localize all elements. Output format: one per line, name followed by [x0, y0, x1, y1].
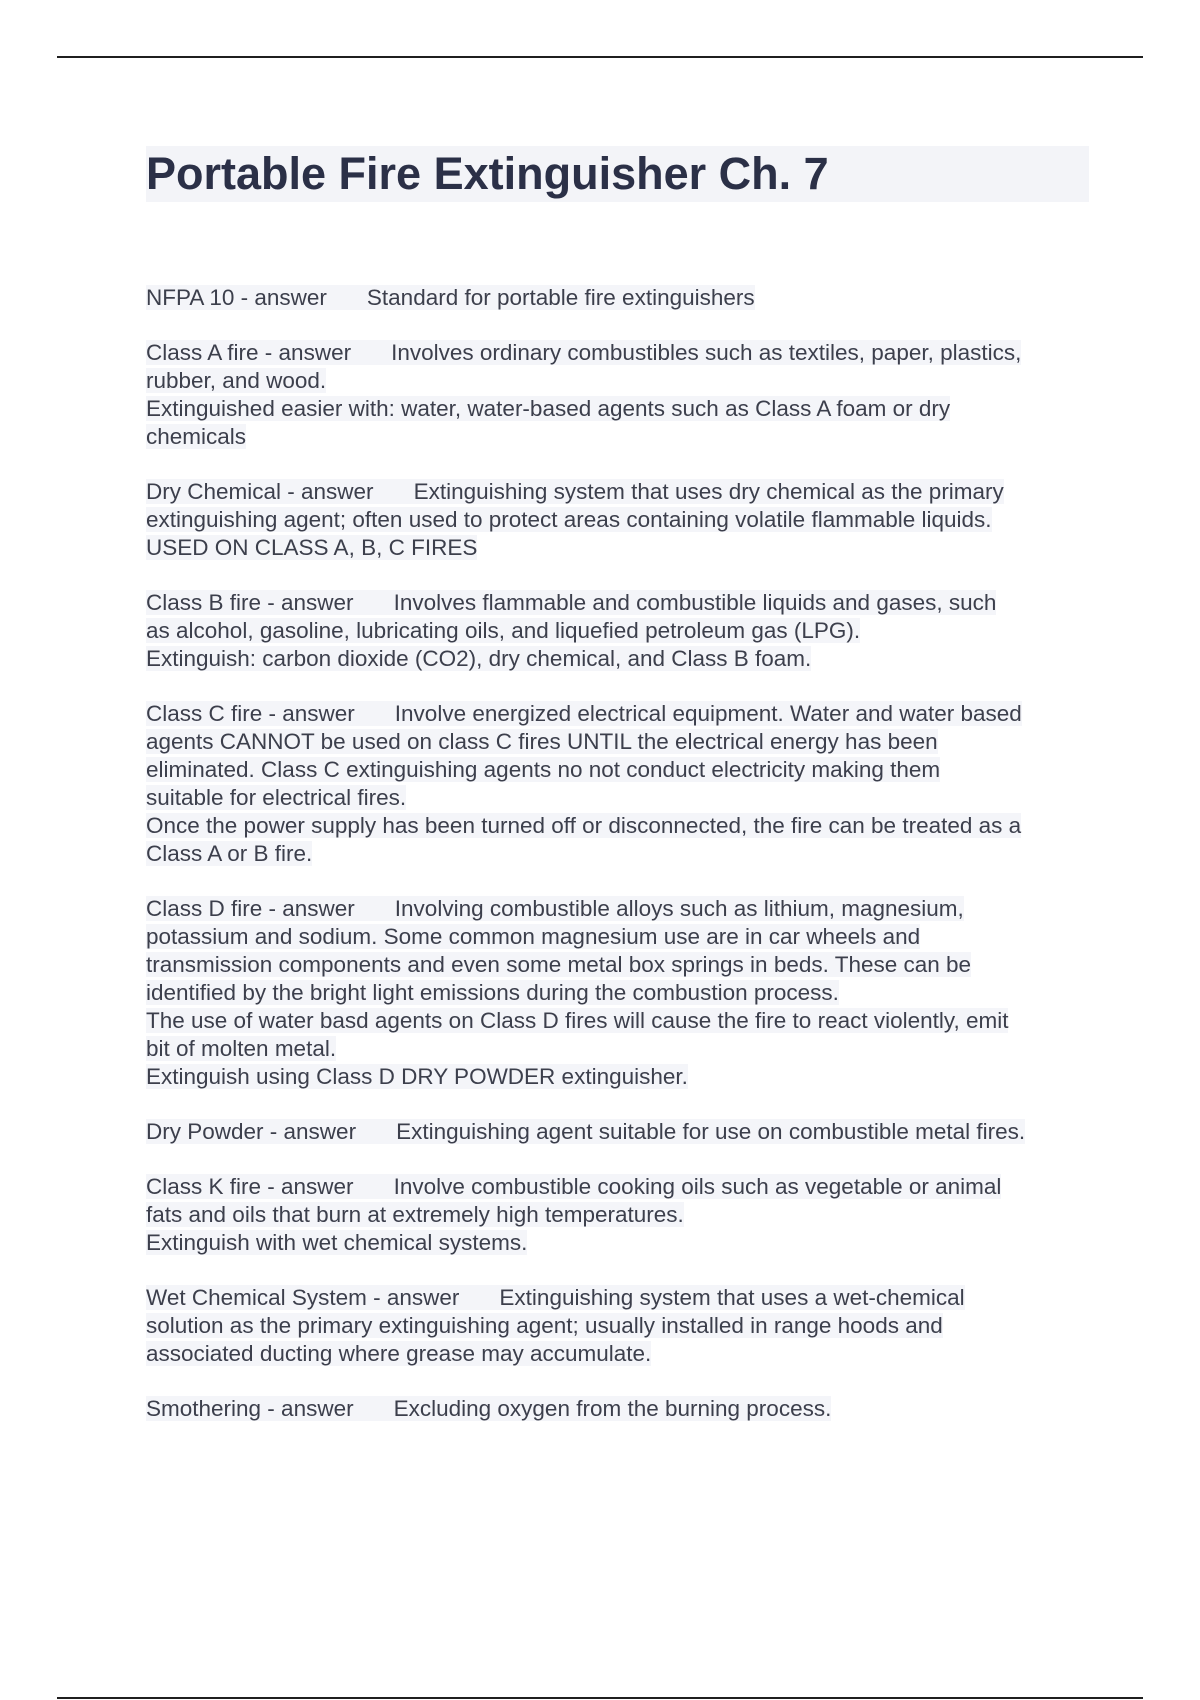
- flashcard: [146, 1173, 1096, 1257]
- flashcard-line-highlight: [146, 1119, 1025, 1144]
- flashcard-line-highlight: [146, 1064, 688, 1089]
- flashcard-line-highlight: [146, 1396, 831, 1421]
- flashcard-definition-continued: agents CANNOT be used on class C fires UNTIL the electrical energy has been: [146, 729, 938, 754]
- page-title: Portable Fire Extinguisher Ch. 7: [146, 148, 829, 199]
- flashcard-term: Dry Powder - answer: [146, 1119, 357, 1144]
- flashcard-line-highlight: [146, 646, 811, 671]
- top-rule: [57, 56, 1143, 58]
- flashcard-line: [146, 1284, 1096, 1312]
- flashcard-definition: Involves ordinary combustibles such as textiles, paper, plastics,: [391, 340, 1022, 365]
- flashcard-definition-continued: Extinguish with wet chemical systems.: [146, 1230, 528, 1255]
- flashcard-line: [146, 895, 1096, 923]
- flashcard-line-highlight: [146, 813, 1021, 838]
- flashcard-term: Dry Chemical - answer: [146, 479, 374, 504]
- flashcard-line: [146, 506, 1096, 534]
- flashcard-line: [146, 784, 1096, 812]
- flashcard-line: [146, 1035, 1096, 1063]
- flashcard-line-highlight: [146, 1341, 651, 1366]
- flashcard-line: [146, 1340, 1096, 1368]
- flashcard-definition-continued: solution as the primary extinguishing agent; usually installed in range hoods and: [146, 1313, 943, 1338]
- flashcard-definition-continued: Once the power supply has been turned off or disconnected, the fire can be treated as a: [146, 813, 1022, 838]
- flashcard-term: Class C fire - answer: [146, 701, 355, 726]
- flashcard-definition: Involves flammable and combustible liquids and gases, such: [393, 590, 997, 615]
- flashcard-line: [146, 1118, 1096, 1146]
- flashcard-line-highlight: [146, 1174, 1001, 1199]
- flashcard-line-highlight: [146, 1202, 684, 1227]
- flashcard-line-highlight: [146, 980, 839, 1005]
- flashcard-definition: Extinguishing system that uses a wet-chemical: [499, 1285, 965, 1310]
- flashcard-definition: Standard for portable fire extinguishers: [366, 285, 755, 310]
- flashcard-definition-continued: potassium and sodium. Some common magnesium use are in car wheels and: [146, 924, 921, 949]
- flashcard-term: Smothering - answer: [146, 1396, 354, 1421]
- flashcard-definition: Extinguishing system that uses dry chemical as the primary: [413, 479, 1004, 504]
- flashcard-line-highlight: [146, 924, 920, 949]
- flashcard-line-highlight: [146, 618, 860, 643]
- flashcard-line-highlight: [146, 424, 246, 449]
- flashcard-line-highlight: [146, 841, 312, 866]
- flashcard-line: [146, 1395, 1096, 1423]
- flashcard-line-highlight: [146, 368, 326, 393]
- flashcard-line: [146, 1312, 1096, 1340]
- flashcard-line-highlight: [146, 1008, 1008, 1033]
- flashcard-definition-continued: associated ducting where grease may accumulate.: [146, 1341, 652, 1366]
- flashcard-definition-continued: USED ON CLASS A, B, C FIRES: [146, 535, 478, 560]
- flashcard: [146, 1118, 1096, 1146]
- flashcard-line: [146, 1201, 1096, 1229]
- flashcard-line: [146, 645, 1096, 673]
- flashcard-definition-continued: extinguishing agent; often used to protect areas containing volatile flammable liquids.: [146, 507, 992, 532]
- flashcard-line: [146, 284, 1096, 312]
- flashcard-line-highlight: [146, 396, 950, 421]
- flashcard-line-highlight: [146, 729, 938, 754]
- flashcard-line: [146, 617, 1096, 645]
- flashcard-list: [146, 284, 1096, 1450]
- flashcard-line-highlight: [146, 535, 477, 560]
- flashcard-line-highlight: [146, 701, 1022, 726]
- flashcard-line: [146, 339, 1096, 367]
- flashcard-line: [146, 423, 1096, 451]
- flashcard-line: [146, 756, 1096, 784]
- flashcard-line: [146, 1007, 1096, 1035]
- flashcard-definition-continued: fats and oils that burn at extremely high temperatures.: [146, 1202, 684, 1227]
- bottom-rule: [57, 1697, 1143, 1699]
- flashcard-term: Class A fire - answer: [146, 340, 352, 365]
- flashcard-line-highlight: [146, 952, 971, 977]
- flashcard: [146, 478, 1096, 562]
- flashcard-definition-continued: bit of molten metal.: [146, 1036, 337, 1061]
- flashcard-definition-continued: The use of water basd agents on Class D fires will cause the fire to react violently, emit: [146, 1008, 1009, 1033]
- flashcard-line-highlight: [146, 507, 992, 532]
- flashcard-definition: Involve combustible cooking oils such as vegetable or animal: [393, 1174, 1002, 1199]
- flashcard-line-highlight: [146, 285, 755, 310]
- flashcard-definition-continued: rubber, and wood.: [146, 368, 327, 393]
- flashcard-line-highlight: [146, 1285, 965, 1310]
- flashcard-line: [146, 979, 1096, 1007]
- flashcard-definition-continued: eliminated. Class C extinguishing agents no not conduct electricity making them: [146, 757, 941, 782]
- flashcard-line-highlight: [146, 1036, 336, 1061]
- flashcard-term: Class B fire - answer: [146, 590, 354, 615]
- flashcard: [146, 1284, 1096, 1368]
- flashcard: [146, 700, 1096, 868]
- flashcard: [146, 895, 1096, 1091]
- flashcard-line: [146, 951, 1096, 979]
- flashcard-line-highlight: [146, 896, 964, 921]
- flashcard: [146, 284, 1096, 312]
- flashcard-line-highlight: [146, 340, 1021, 365]
- flashcard-definition-continued: Extinguish using Class D DRY POWDER extinguisher.: [146, 1064, 688, 1089]
- flashcard: [146, 339, 1096, 451]
- flashcard-line: [146, 812, 1096, 840]
- flashcard-definition: Involving combustible alloys such as lithium, magnesium,: [394, 896, 964, 921]
- flashcard-definition-continued: transmission components and even some metal box springs in beds. These can be: [146, 952, 972, 977]
- flashcard-definition-continued: Extinguish: carbon dioxide (CO2), dry chemical, and Class B foam.: [146, 646, 812, 671]
- flashcard-definition-continued: Extinguished easier with: water, water-based agents such as Class A foam or dry: [146, 396, 951, 421]
- flashcard-line: [146, 589, 1096, 617]
- flashcard-line: [146, 534, 1096, 562]
- flashcard-line: [146, 478, 1096, 506]
- flashcard-definition: Involve energized electrical equipment. Water and water based: [394, 701, 1022, 726]
- flashcard-line: [146, 923, 1096, 951]
- flashcard-definition-continued: identified by the bright light emissions during the combustion process.: [146, 980, 839, 1005]
- flashcard: [146, 1395, 1096, 1423]
- flashcard-line-highlight: [146, 757, 940, 782]
- flashcard-line-highlight: [146, 1230, 527, 1255]
- flashcard-line: [146, 395, 1096, 423]
- flashcard-line-highlight: [146, 785, 406, 810]
- flashcard-term: Class D fire - answer: [146, 896, 355, 921]
- flashcard-line-highlight: [146, 479, 1004, 504]
- flashcard-line: [146, 728, 1096, 756]
- flashcard-line: [146, 1229, 1096, 1257]
- flashcard-definition: Excluding oxygen from the burning process.: [393, 1396, 832, 1421]
- flashcard: [146, 589, 1096, 673]
- flashcard-definition-continued: Class A or B fire.: [146, 841, 313, 866]
- flashcard-definition-continued: as alcohol, gasoline, lubricating oils, and liquefied petroleum gas (LPG).: [146, 618, 861, 643]
- flashcard-term: Class K fire - answer: [146, 1174, 354, 1199]
- flashcard-line: [146, 700, 1096, 728]
- flashcard-line: [146, 1173, 1096, 1201]
- flashcard-term: Wet Chemical System - answer: [146, 1285, 460, 1310]
- flashcard-line-highlight: [146, 1313, 943, 1338]
- flashcard-line: [146, 1063, 1096, 1091]
- flashcard-line: [146, 367, 1096, 395]
- flashcard-definition: Extinguishing agent suitable for use on combustible metal fires.: [396, 1119, 1026, 1144]
- flashcard-definition-continued: chemicals: [146, 424, 247, 449]
- flashcard-definition-continued: suitable for electrical fires.: [146, 785, 407, 810]
- flashcard-line-highlight: [146, 590, 996, 615]
- flashcard-line: [146, 840, 1096, 868]
- flashcard-term: NFPA 10 - answer: [146, 285, 327, 310]
